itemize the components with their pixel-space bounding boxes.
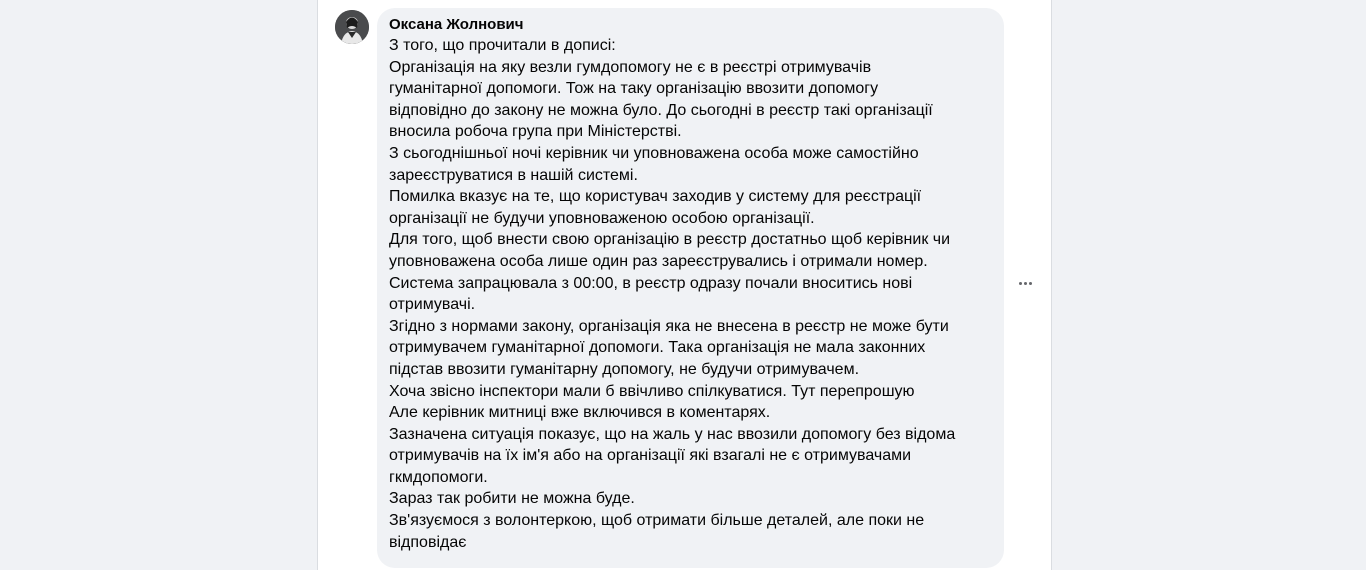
more-horizontal-icon (1019, 282, 1022, 285)
comment-line: вносила робоча група при Міністерстві. (389, 123, 682, 141)
comment-line: З того, що прочитали в дописі: (389, 37, 616, 54)
comment-line: отримувачів на їх ім'я або на організації які взагалі не є отримувачами (389, 447, 912, 465)
comment-text (389, 35, 989, 553)
more-horizontal-icon (1029, 282, 1032, 285)
comment-line: З сьогоднішньої ночі керівник чи уповноважена особа може самостійно (389, 144, 919, 162)
comment-line: Згідно з нормами закону, організація яка не внесена в реєстр не може бути (389, 317, 949, 335)
comment-line: Система запрацювала з 00:00, в реєстр одразу почали вноситись нові (389, 274, 913, 292)
comment-line: Хоча звісно інспектори мали б ввічливо спілкуватися. Тут перепрошую (389, 382, 915, 400)
comment-line: уповноважена особа лише один раз зареєструвались і отримали номер. (389, 252, 928, 270)
comment-line: відповідно до закону не можна було. До сьогодні в реєстр такі організації (389, 101, 933, 119)
comment-line: зареєструватися в нашій системі. (389, 166, 638, 184)
comment-line: Помилка вказує на те, що користувач заходив у систему для реєстрації (389, 188, 922, 206)
comment-line: Зазначена ситуація показує, що на жаль у нас ввозили допомогу без відома (389, 425, 956, 443)
comment-line: Але керівник митниці вже включився в коментарях. (389, 404, 771, 422)
user-avatar-icon (335, 10, 369, 44)
more-options-button[interactable] (1013, 273, 1037, 293)
comment-line: отримувачем гуманітарної допомоги. Така організація не мала законних (389, 339, 926, 357)
avatar[interactable] (335, 10, 369, 44)
comment-line: гкмдопомоги. (389, 468, 488, 486)
comment-line: Зв'язуємося з волонтеркою, щоб отримати більше деталей, але поки не (389, 512, 925, 530)
comment-author[interactable]: Оксана Жолнович (389, 16, 524, 33)
comment-line: гуманітарної допомоги. Тож на таку організацію ввозити допомогу (389, 80, 879, 98)
comment-line: підстав ввозити гуманітарну допомогу, не будучи отримувачем. (389, 360, 860, 378)
comment-line: Зараз так робити не можна буде. (389, 490, 635, 508)
comment-line: відповідає (389, 533, 467, 551)
comment-line: отримувачі. (389, 296, 476, 314)
comment-line: Для того, щоб внести свою організацію в реєстр достатньо щоб керівник чи (389, 231, 951, 249)
comment-line: Організація на яку везли гумдопомогу не є в реєстрі отримувачів (389, 58, 872, 76)
comment-line: організації не будучи уповноваженою особою організації. (389, 209, 815, 227)
comment-bubble (377, 8, 1004, 568)
more-horizontal-icon (1024, 282, 1027, 285)
